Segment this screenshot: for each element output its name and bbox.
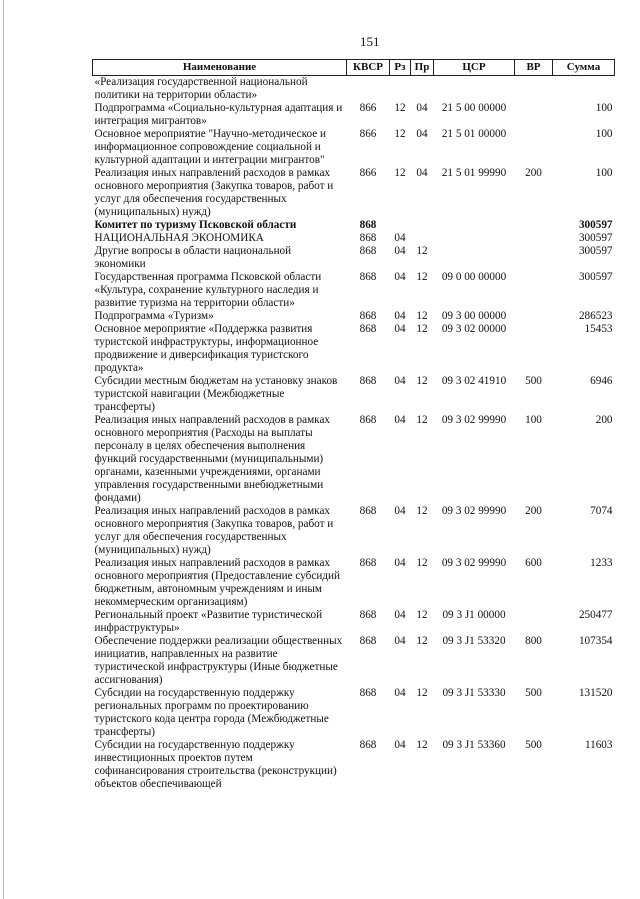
cell-vr: 200 — [525, 167, 542, 179]
table-row — [93, 635, 615, 687]
cell-kvsr — [347, 76, 390, 103]
cell-rz: 04 — [394, 414, 406, 426]
table-row — [93, 102, 615, 128]
cell-vr: 500 — [525, 687, 542, 699]
cell-name: Региональный проект «Развитие туристической инфраструктуры» — [94, 609, 323, 634]
cell-pr: 12 — [416, 687, 428, 699]
cell-sum: 300597 — [578, 219, 613, 231]
cell-name: Субсидии местным бюджетам на установку знаков туристской навигации (Межбюджетные трансферты) — [94, 375, 338, 413]
table-row — [93, 375, 615, 414]
cell-vr — [515, 271, 553, 310]
cell-kvsr: 868 — [359, 323, 377, 335]
cell-rz: 04 — [394, 609, 406, 621]
cell-rz — [390, 76, 411, 103]
cell-name: Обеспечение поддержки реализации общественных инициатив, направленных на развитие туристической инфраструктуры (Иные бюджетные ассигнования) — [94, 635, 343, 686]
cell-sum: 300597 — [578, 271, 613, 283]
header-rz: Рз — [390, 60, 411, 76]
cell-rz: 12 — [394, 102, 406, 114]
cell-kvsr: 868 — [359, 245, 377, 257]
cell-pr: 12 — [416, 609, 428, 621]
cell-pr: 12 — [416, 310, 428, 322]
cell-rz: 04 — [394, 232, 406, 244]
cell-kvsr: 868 — [359, 635, 377, 647]
table-row — [93, 232, 615, 245]
page-number: 151 — [360, 34, 380, 49]
cell-kvsr: 868 — [359, 232, 377, 244]
cell-name: Подпрограмма «Туризм» — [94, 310, 214, 322]
cell-rz: 04 — [394, 739, 406, 751]
cell-name: Подпрограмма «Социально-культурная адаптация и интеграция мигрантов» — [94, 102, 343, 127]
cell-pr: 12 — [416, 375, 428, 387]
cell-csr: 09 3 J1 53330 — [442, 687, 506, 699]
table-row — [93, 609, 615, 635]
cell-rz: 04 — [394, 635, 406, 647]
cell-rz: 04 — [394, 687, 406, 699]
cell-rz — [390, 219, 411, 232]
cell-pr: 12 — [416, 323, 428, 335]
cell-pr: 12 — [416, 739, 428, 751]
cell-csr — [434, 232, 515, 245]
cell-vr: 200 — [525, 505, 542, 517]
cell-name: Комитет по туризму Псковской области — [94, 219, 297, 231]
table-row — [93, 557, 615, 609]
cell-sum: 7074 — [590, 505, 613, 517]
cell-sum: 1233 — [590, 557, 613, 569]
cell-vr — [515, 323, 553, 375]
cell-csr: 09 3 02 99990 — [441, 414, 507, 426]
cell-rz: 04 — [394, 271, 406, 283]
cell-csr: 21 5 01 00000 — [441, 128, 507, 140]
cell-sum: 286523 — [578, 310, 613, 322]
cell-kvsr: 868 — [359, 271, 377, 283]
cell-sum: 11603 — [584, 739, 613, 751]
table-row — [93, 76, 615, 103]
cell-vr — [515, 219, 553, 232]
table-row — [93, 687, 615, 739]
cell-vr: 600 — [525, 557, 542, 569]
cell-kvsr: 866 — [359, 167, 377, 179]
cell-name: Субсидии на государственную поддержку региональных программ по проектированию туристского кода центра города (Межбюджетные трансферты) — [94, 687, 329, 738]
cell-csr — [434, 219, 515, 232]
cell-sum: 300597 — [578, 245, 613, 257]
cell-vr — [515, 76, 553, 103]
cell-vr — [515, 128, 553, 167]
table-row — [93, 245, 615, 271]
cell-sum: 15453 — [584, 323, 613, 335]
cell-name: Реализация иных направлений расходов в рамках основного мероприятия (Закупка товаров, работ и услуг для обеспечения государственных (муниципальных) нужд) — [94, 167, 334, 218]
cell-pr: 12 — [416, 505, 428, 517]
cell-pr — [411, 76, 434, 103]
cell-sum: 300597 — [578, 232, 613, 244]
cell-sum — [553, 76, 615, 103]
cell-kvsr: 868 — [359, 687, 377, 699]
cell-name: Реализация иных направлений расходов в рамках основного мероприятия (Предоставление субсидий бюджетным, автономным учреждениям и иным некоммерческим организациям) — [94, 557, 340, 608]
cell-csr: 21 5 01 99990 — [441, 167, 507, 179]
cell-csr: 09 3 02 99990 — [441, 557, 507, 569]
cell-pr — [411, 232, 434, 245]
cell-csr: 09 3 02 99990 — [441, 505, 507, 517]
cell-kvsr: 868 — [359, 375, 377, 387]
table-row — [93, 310, 615, 323]
header-kvsr: КВСР — [347, 60, 390, 76]
cell-pr: 12 — [416, 635, 428, 647]
table-row — [93, 219, 615, 232]
cell-name: Реализация иных направлений расходов в рамках основного мероприятия (Расходы на выплаты персоналу в целях обеспечения выполнения функций государственными (муниципальными) органами, казенными учреждениями, органами управления государственными внебюджетными фондами) — [94, 414, 331, 504]
cell-vr: 500 — [525, 739, 542, 751]
cell-rz: 12 — [394, 167, 406, 179]
table-row — [93, 323, 615, 375]
header-pr: Пр — [411, 60, 434, 76]
cell-sum: 107354 — [578, 635, 613, 647]
table-header-row — [93, 60, 615, 76]
cell-sum: 131520 — [578, 687, 613, 699]
cell-csr: 09 3 02 41910 — [441, 375, 507, 387]
cell-sum: 100 — [595, 167, 613, 179]
table-row — [93, 739, 615, 791]
cell-sum: 100 — [595, 102, 613, 114]
cell-name: «Реализация государственной национальной политики на территории области» — [94, 76, 308, 101]
cell-pr: 12 — [416, 414, 428, 426]
cell-rz: 12 — [394, 128, 406, 140]
cell-csr: 09 3 J1 00000 — [442, 609, 506, 621]
cell-kvsr: 868 — [359, 505, 377, 517]
cell-sum: 6946 — [590, 375, 613, 387]
cell-vr — [515, 102, 553, 128]
cell-kvsr: 866 — [359, 128, 377, 140]
table-row — [93, 128, 615, 167]
scan-edge-line — [3, 0, 4, 899]
cell-pr: 12 — [416, 271, 428, 283]
cell-pr: 04 — [416, 128, 428, 140]
cell-vr — [515, 609, 553, 635]
cell-sum: 200 — [595, 414, 613, 426]
cell-name: Субсидии на государственную поддержку инвестиционных проектов путем софинансирования строительства (реконструкции) объектов обеспечивающей — [94, 739, 337, 790]
cell-sum: 100 — [595, 128, 613, 140]
cell-vr: 800 — [525, 635, 542, 647]
cell-pr: 04 — [416, 102, 428, 114]
cell-rz: 04 — [394, 557, 406, 569]
cell-name: Другие вопросы в области национальной экономики — [94, 245, 292, 270]
table-row — [93, 167, 615, 219]
table-body — [93, 76, 615, 792]
cell-name: НАЦИОНАЛЬНАЯ ЭКОНОМИКА — [94, 232, 264, 244]
cell-vr — [515, 245, 553, 271]
cell-rz: 04 — [394, 323, 406, 335]
cell-name: Государственная программа Псковской области «Культура, сохранение культурного наследия и развитие туризма на территории области» — [94, 271, 322, 309]
header-vr: ВР — [515, 60, 553, 76]
table-row — [93, 505, 615, 557]
cell-pr: 12 — [416, 557, 428, 569]
cell-pr: 12 — [416, 245, 428, 257]
cell-csr: 09 0 00 00000 — [441, 271, 507, 283]
header-sum: Сумма — [553, 60, 615, 76]
cell-kvsr: 868 — [359, 414, 377, 426]
cell-vr: 500 — [525, 375, 542, 387]
cell-name: Основное мероприятие «Поддержка развития туристской инфраструктуры, информационное продвижение и диверсификация туристского продукта» — [94, 323, 319, 374]
table-row — [93, 414, 615, 505]
cell-kvsr: 866 — [359, 102, 377, 114]
cell-rz: 04 — [394, 310, 406, 322]
cell-sum: 250477 — [578, 609, 613, 621]
cell-pr: 04 — [416, 167, 428, 179]
cell-csr: 09 3 J1 53360 — [442, 739, 506, 751]
cell-csr: 09 3 J1 53320 — [442, 635, 506, 647]
cell-kvsr: 868 — [359, 739, 377, 751]
cell-csr — [434, 245, 515, 271]
cell-csr — [434, 76, 515, 103]
cell-vr — [515, 310, 553, 323]
cell-vr — [515, 232, 553, 245]
header-name: Наименование — [93, 60, 347, 76]
cell-csr: 21 5 00 00000 — [441, 102, 507, 114]
cell-rz: 04 — [394, 245, 406, 257]
cell-rz: 04 — [394, 505, 406, 517]
table-row — [93, 271, 615, 310]
cell-csr: 09 3 02 00000 — [441, 323, 507, 335]
budget-table — [92, 59, 615, 791]
cell-pr — [411, 219, 434, 232]
cell-kvsr: 868 — [359, 557, 377, 569]
cell-name: Основное мероприятие "Научно-методическое и информационное сопровождение социальной и культурной адаптации и интеграции мигрантов" — [94, 128, 326, 166]
header-csr: ЦСР — [434, 60, 515, 76]
cell-name: Реализация иных направлений расходов в рамках основного мероприятия (Закупка товаров, работ и услуг для обеспечения государственных (муниципальных) нужд) — [94, 505, 334, 556]
cell-rz: 04 — [394, 375, 406, 387]
cell-vr: 100 — [525, 414, 542, 426]
cell-kvsr: 868 — [359, 609, 377, 621]
cell-csr: 09 3 00 00000 — [441, 310, 507, 322]
cell-kvsr: 868 — [359, 219, 377, 231]
cell-kvsr: 868 — [359, 310, 377, 322]
